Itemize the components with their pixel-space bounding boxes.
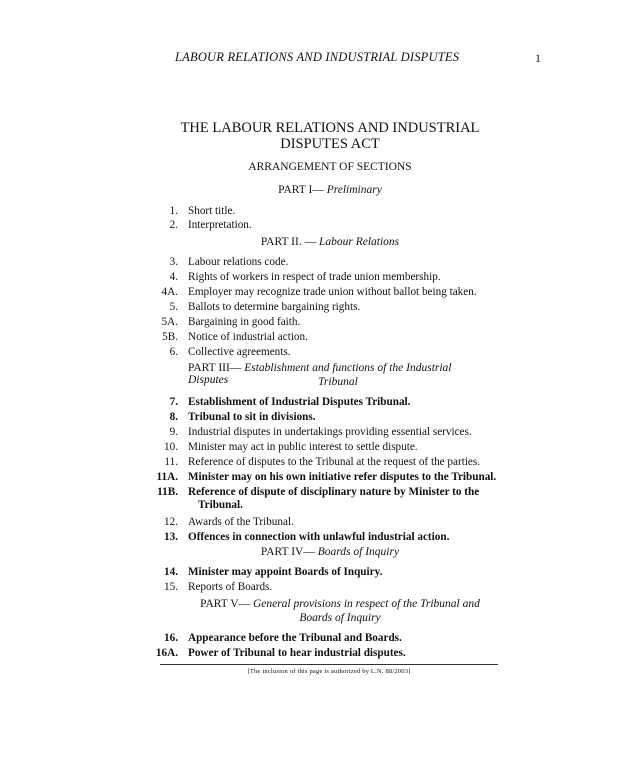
part-4-label: PART IV— bbox=[260, 546, 315, 558]
running-head: LABOUR RELATIONS AND INDUSTRIAL DISPUTES bbox=[175, 50, 460, 64]
section-number: 16A. bbox=[155, 647, 178, 659]
section-number: 5B. bbox=[162, 331, 178, 343]
section-number: 15. bbox=[164, 581, 178, 593]
part-5-desc: General provisions in respect of the Tribunal and bbox=[252, 598, 480, 610]
section-number: 10. bbox=[164, 441, 178, 453]
section-number: 6. bbox=[169, 346, 178, 358]
section-title: Rights of workers in respect of trade union membership. bbox=[188, 271, 441, 283]
part-1-label: PART I— bbox=[278, 184, 324, 196]
act-title-line-1: THE LABOUR RELATIONS AND INDUSTRIAL bbox=[180, 120, 480, 136]
section-title: Industrial disputes in undertakings providing essential services. bbox=[188, 426, 472, 438]
part-3-heading-continued bbox=[188, 376, 488, 388]
section-title: Appearance before the Tribunal and Boards. bbox=[188, 632, 402, 644]
section-number: 4A. bbox=[161, 286, 178, 298]
section-title: Power of Tribunal to hear industrial disputes. bbox=[188, 647, 406, 659]
section-title: Offences in connection with unlawful industrial action. bbox=[188, 531, 450, 543]
section-number: 8. bbox=[169, 411, 178, 423]
act-title-line-2: DISPUTES ACT bbox=[280, 136, 380, 152]
section-number: 5. bbox=[169, 301, 178, 313]
section-title: Collective agreements. bbox=[188, 346, 291, 358]
section-title: Bargaining in good faith. bbox=[188, 316, 301, 328]
section-title: Minister may on his own initiative refer disputes to the Tribunal. bbox=[188, 471, 497, 483]
part-3-desc: Establishment and functions of the Industrial Disputes bbox=[188, 362, 452, 386]
act-title bbox=[160, 120, 500, 152]
part-5-heading-continued bbox=[180, 612, 500, 624]
section-number: 5A. bbox=[161, 316, 178, 328]
part-3-desc-line-2: Tribunal bbox=[318, 376, 358, 388]
section-title: Reference of dispute of disciplinary nature by Minister to the bbox=[188, 486, 480, 498]
section-title: Reports of Boards. bbox=[188, 581, 273, 593]
part-3-label: PART III— bbox=[188, 362, 242, 374]
page-number: 1 bbox=[535, 51, 541, 65]
part-2-label: PART II. — bbox=[260, 236, 317, 248]
part-5-desc-line-2: Boards of Inquiry bbox=[299, 612, 381, 624]
section-title: Notice of industrial action. bbox=[188, 331, 308, 343]
section-number: 11A. bbox=[156, 471, 178, 483]
section-number: 11. bbox=[164, 456, 178, 468]
part-1-heading bbox=[160, 184, 500, 196]
section-number: 4. bbox=[169, 271, 178, 283]
section-number: 16. bbox=[164, 632, 178, 644]
section-title: Minister may appoint Boards of Inquiry. bbox=[188, 566, 383, 578]
section-title: Awards of the Tribunal. bbox=[188, 516, 294, 528]
section-number: 11B. bbox=[157, 486, 178, 498]
part-4-desc: Boards of Inquiry bbox=[317, 546, 400, 558]
section-title: Interpretation. bbox=[188, 219, 252, 231]
section-title: Employer may recognize trade union without ballot being taken. bbox=[188, 286, 477, 298]
section-number: 14. bbox=[164, 566, 178, 578]
footer-rule bbox=[160, 664, 498, 665]
section-number: 1. bbox=[169, 205, 178, 217]
section-title: Reference of disputes to the Tribunal at the request of the parties. bbox=[188, 456, 481, 468]
part-1-desc: Preliminary bbox=[326, 184, 382, 196]
section-number: 2. bbox=[169, 219, 178, 231]
part-4-heading bbox=[160, 546, 500, 558]
section-title: Ballots to determine bargaining rights. bbox=[188, 301, 361, 313]
section-title: Minister may act in public interest to settle dispute. bbox=[188, 441, 418, 453]
section-number: 12. bbox=[164, 516, 178, 528]
section-number: 7. bbox=[169, 396, 178, 408]
footer-note: [The inclusion of this page is authorized by L.N. 88/2003] bbox=[247, 668, 411, 675]
arrangement-heading: ARRANGEMENT OF SECTIONS bbox=[248, 161, 412, 173]
section-title: Tribunal to sit in divisions. bbox=[188, 411, 316, 423]
part-2-heading bbox=[160, 236, 500, 248]
section-title: Short title. bbox=[188, 205, 236, 217]
part-5-label: PART V— bbox=[200, 598, 251, 610]
section-title-continued: Tribunal. bbox=[198, 499, 243, 511]
section-title: Establishment of Industrial Disputes Tribunal. bbox=[188, 396, 411, 408]
section-number: 13. bbox=[164, 531, 178, 543]
part-5-heading bbox=[180, 598, 500, 610]
section-title: Labour relations code. bbox=[188, 256, 289, 268]
section-number: 9. bbox=[169, 426, 178, 438]
section-number: 3. bbox=[169, 256, 178, 268]
part-2-desc: Labour Relations bbox=[318, 236, 400, 248]
